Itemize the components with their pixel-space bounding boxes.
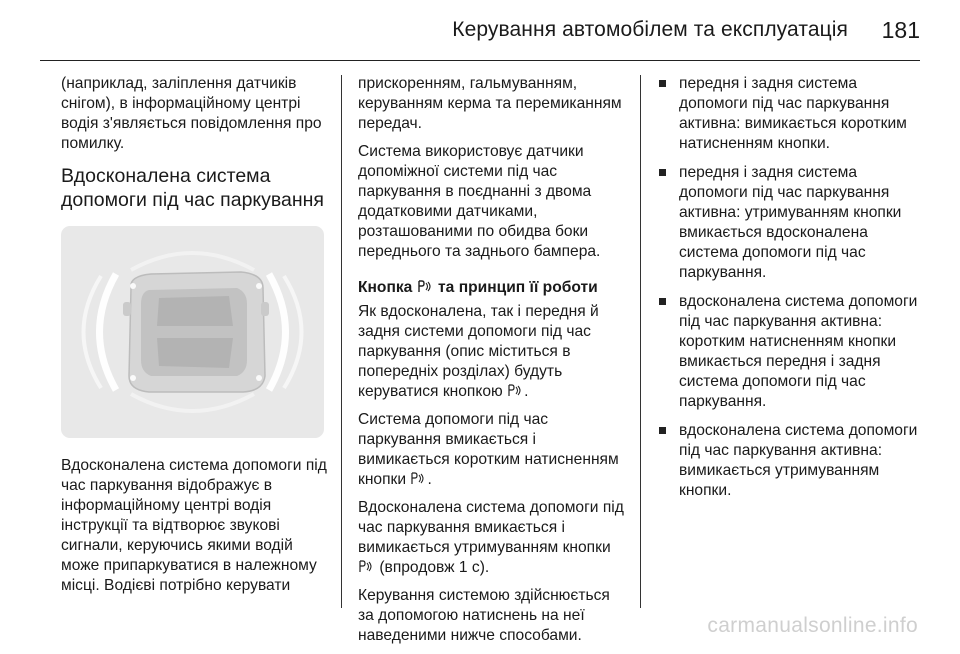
list-item: вдосконалена система допомоги під час паркування активна: вимикається утримуванням кнопки. (658, 421, 928, 501)
paragraph-text: (впродовж 1 с). (379, 559, 490, 576)
column-3 (658, 74, 928, 510)
heading-text: Кнопка (358, 279, 413, 296)
paragraph-text: Як вдосконалена, так і передня й задня системи допомоги під час паркування (опис міститься в попередніх розділах) будуть керуватися кнопкою (358, 303, 599, 400)
paragraph: Система використовує датчики допоміжної системи під час паркування в поєднанні з двома додатковими датчиками, розташованими по обидва боки переднього та заднього бампера. (358, 143, 601, 260)
list-item: передня і задня система допомоги під час паркування активна: утримуванням кнопки вмикається вдосконалена система допомоги під час паркування. (658, 163, 928, 283)
heading-text: та принцип її роботи (438, 279, 598, 296)
paragraph: прискоренням, гальмуванням, керуванням керма та перемиканням передач. (358, 75, 622, 132)
column-divider-1 (341, 75, 342, 608)
paragraph-text: . (524, 383, 529, 400)
page-header (0, 0, 960, 62)
paragraph-text: . (427, 471, 432, 488)
paragraph-text: Вдосконалена система допомоги під час паркування вмикається і вимикається утримуванням кнопки (358, 499, 624, 556)
parking-assist-icon (418, 280, 433, 293)
bullet-list (658, 74, 928, 501)
section-heading: Вдосконалена система допомоги під час паркування (61, 165, 324, 211)
parking-assist-icon (508, 384, 523, 397)
subsection-heading (358, 278, 628, 298)
page-number: 181 (881, 17, 920, 43)
paragraph: (наприклад, заліплення датчиків снігом), в інформаційному центрі водія з'являється повідомлення про помилку. (61, 75, 322, 152)
header-divider (40, 60, 920, 61)
column-1 (61, 74, 329, 604)
column-divider-2 (640, 75, 641, 608)
parking-assist-icon (411, 472, 426, 485)
list-item: вдосконалена система допомоги під час паркування активна: коротким натисненням кнопки вмикається передня і задня система допомоги під час паркування. (658, 292, 928, 412)
paragraph (358, 498, 628, 578)
list-item: передня і задня система допомоги під час паркування активна: вимикається коротким натисненням кнопки. (658, 74, 928, 154)
parking-assist-icon (359, 560, 374, 573)
paragraph-text: Система допомоги під час паркування вмикається і вимикається коротким натисненням кнопки (358, 411, 619, 488)
figure-caption: Вдосконалена система допомоги під час паркування відображує в інформаційному центрі водія інструкції та відтворює звукові сигнали, керуючись якими водій може припаркуватися в належному місці. Водієві потрібно керувати (61, 457, 327, 594)
watermark: carmanualsonline.info (707, 614, 918, 637)
paragraph (358, 302, 628, 402)
paragraph (358, 410, 628, 490)
paragraph: Керування системою здійснюється за допомогою натиснень на неї наведеними нижче способами. (358, 587, 610, 644)
header-title: Керування автомобілем та експлуатація (452, 18, 848, 41)
park-assist-illustration (61, 226, 324, 438)
column-2 (358, 74, 628, 654)
